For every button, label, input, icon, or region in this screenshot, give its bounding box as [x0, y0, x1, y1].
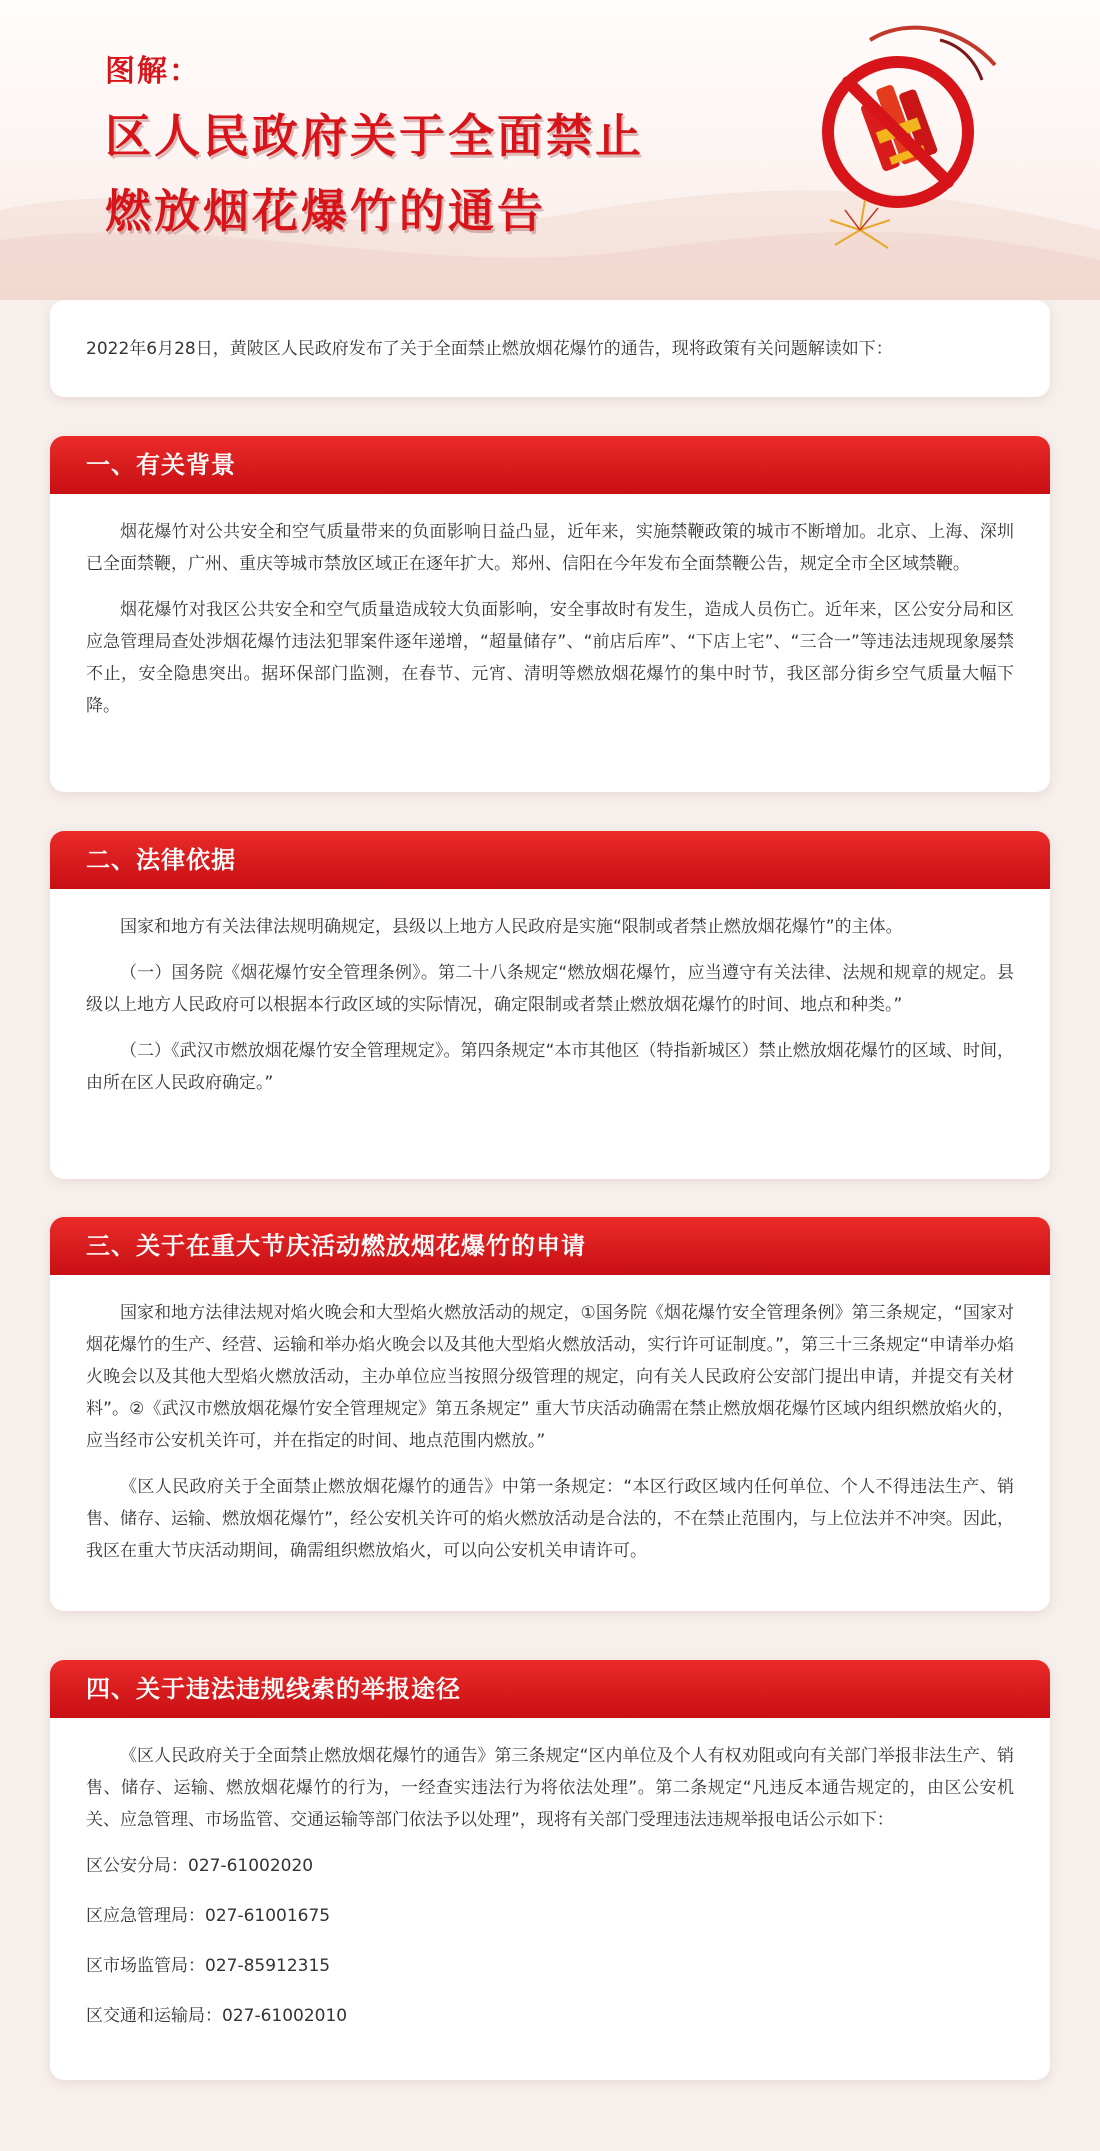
- section-title: 四、关于违法违规线索的举报途径: [50, 1660, 1050, 1718]
- paragraph: 国家和地方法律法规对焰火晚会和大型焰火燃放活动的规定，①国务院《烟花爆竹安全管理条例》第三条规定，“国家对烟花爆竹的生产、经营、运输和举办焰火晚会以及其他大型焰火燃放活动，实行许可证制度。”，第三十三条规定“申请举办焰火晚会以及其他大型焰火燃放活动，主办单位应当按照分级管理的规定，向有关人民政府公安部门提出申请，并提交有关材料”。②《武汉市燃放烟花爆竹安全管理规定》第五条规定” 重大节庆活动确需在禁止燃放烟花爆竹区域内组织燃放焰火的，应当经市公安机关许可，并在指定的时间、地点范围内燃放。”: [86, 1303, 1014, 1451]
- paragraph: 《区人民政府关于全面禁止燃放烟花爆竹的通告》第三条规定“区内单位及个人有权劝阻或向有关部门举报非法生产、销售、储存、运输、燃放烟花爆竹的行为，一经查实违法行为将依法处理”。第二条规定“凡违反本通告规定的，由区公安机关、应急管理、市场监管、交通运输等部门依法予以处理”，现将有关部门受理违法违规举报电话公示如下：: [86, 1746, 1014, 1830]
- section-report-channels: [50, 1660, 1050, 2080]
- section-body: [50, 889, 1050, 1099]
- phone-market-supervision: 区市场监管局：027-85912315: [86, 1956, 331, 1976]
- page-title-line-2: 燃放烟花爆竹的通告: [105, 184, 546, 238]
- paragraph: 国家和地方有关法律法规明确规定，县级以上地方人民政府是实施“限制或者禁止燃放烟花爆竹”的主体。: [120, 917, 903, 937]
- paragraph: 烟花爆竹对我区公共安全和空气质量造成较大负面影响，安全事故时有发生，造成人员伤亡。近年来，区公安分局和区应急管理局查处涉烟花爆竹违法犯罪案件逐年递增，“超量储存”、“前店后库”、“下店上宅”、“三合一”等违法违规现象屡禁不止，安全隐患突出。据环保部门监测，在春节、元宵、清明等燃放烟花爆竹的集中时节，我区部分街乡空气质量大幅下降。: [86, 600, 1014, 716]
- intro-card: [50, 300, 1050, 397]
- phone-transport: 区交通和运输局：027-61002010: [86, 2006, 348, 2026]
- title-kicker: 图解：: [105, 54, 201, 89]
- section-background: [50, 436, 1050, 792]
- paragraph: 烟花爆竹对公共安全和空气质量带来的负面影响日益凸显，近年来，实施禁鞭政策的城市不断增加。北京、上海、深圳已全面禁鞭，广州、重庆等城市禁放区域正在逐年扩大。郑州、信阳在今年发布全面禁鞭公告，规定全市全区域禁鞭。: [86, 522, 1014, 574]
- section-body: [50, 1718, 1050, 2032]
- page-title-line-1: 区人民政府关于全面禁止: [105, 109, 644, 163]
- phone-emergency-management: 区应急管理局：027-61001675: [86, 1906, 331, 1926]
- no-firecracker-icon: [790, 20, 1010, 260]
- page-header: [0, 0, 1100, 300]
- section-legal-basis: [50, 831, 1050, 1179]
- paragraph: 《区人民政府关于全面禁止燃放烟花爆竹的通告》中第一条规定：“本区行政区域内任何单位、个人不得违法生产、销售、储存、运输、燃放烟花爆竹”，经公安机关许可的焰火燃放活动是合法的，不在禁止范围内，与上位法并不冲突。因此，我区在重大节庆活动期间，确需组织燃放焰火，可以向公安机关申请许可。: [86, 1477, 1014, 1561]
- section-title: 三、关于在重大节庆活动燃放烟花爆竹的申请: [50, 1217, 1050, 1275]
- paragraph: （二）《武汉市燃放烟花爆竹安全管理规定》。第四条规定“本市其他区（特指新城区）禁止燃放烟花爆竹的区域、时间，由所在区人民政府确定。”: [86, 1041, 1014, 1093]
- phone-public-security: 区公安分局：027-61002020: [86, 1856, 314, 1876]
- section-festival-application: [50, 1217, 1050, 1611]
- section-body: [50, 1275, 1050, 1567]
- section-body: [50, 494, 1050, 722]
- intro-text: 2022年6月28日，黄陂区人民政府发布了关于全面禁止燃放烟花爆竹的通告，现将政策有关问题解读如下：: [86, 339, 893, 359]
- section-title: 一、有关背景: [50, 436, 1050, 494]
- paragraph: （一）国务院《烟花爆竹安全管理条例》。第二十八条规定“燃放烟花爆竹，应当遵守有关法律、法规和规章的规定。县级以上地方人民政府可以根据本行政区域的实际情况，确定限制或者禁止燃放烟花爆竹的时间、地点和种类。”: [86, 963, 1014, 1015]
- section-title: 二、法律依据: [50, 831, 1050, 889]
